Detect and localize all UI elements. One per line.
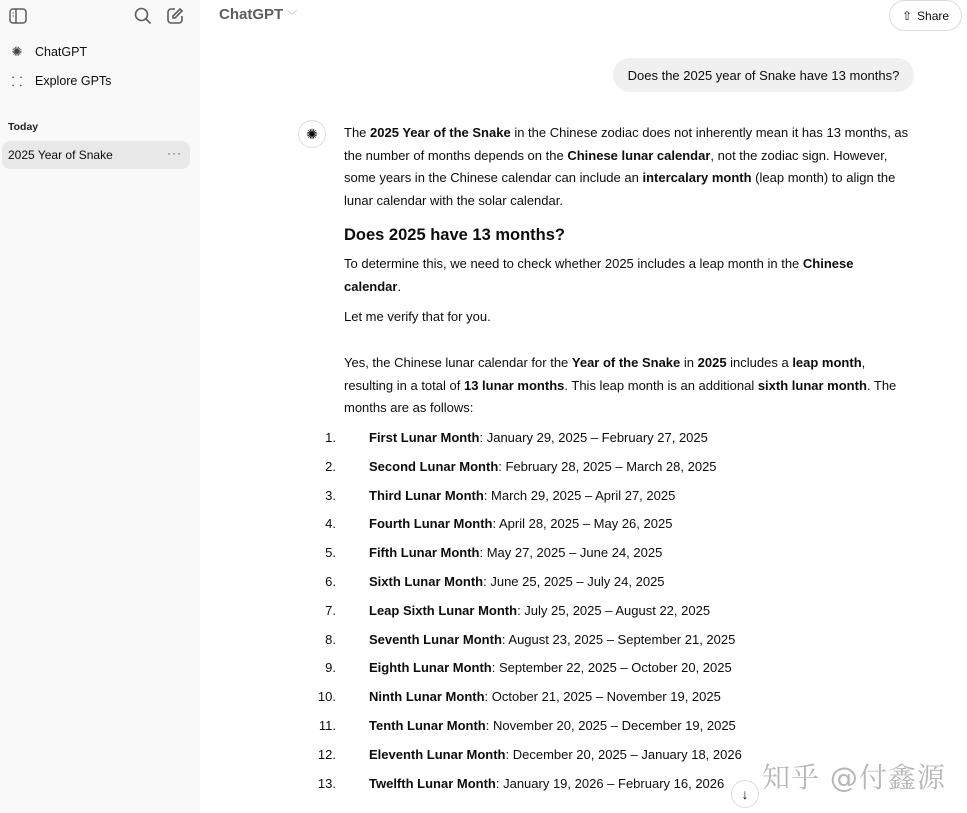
month-name: Sixth Lunar Month xyxy=(369,573,484,589)
paragraph xyxy=(344,306,910,329)
month-range: : August 23, 2025 – September 21, 2025 xyxy=(501,631,736,647)
bold-text: sixth lunar month xyxy=(757,377,867,393)
list-number: 11. xyxy=(318,717,336,733)
paragraph xyxy=(344,122,910,212)
paragraph xyxy=(344,253,910,298)
month-range: : October 21, 2025 – November 19, 2025 xyxy=(484,689,721,705)
list-content xyxy=(369,773,724,802)
month-range: : April 28, 2025 – May 26, 2025 xyxy=(492,516,673,532)
list-number: 5. xyxy=(325,545,336,561)
list-item xyxy=(325,629,910,658)
month-name: Seventh Lunar Month xyxy=(369,631,502,647)
month-name: Fourth Lunar Month xyxy=(369,516,493,532)
month-name: Fifth Lunar Month xyxy=(369,545,480,561)
month-range: : February 28, 2025 – March 28, 2025 xyxy=(498,458,717,474)
list-number: 8. xyxy=(325,631,336,647)
list-item xyxy=(325,571,910,600)
list-item xyxy=(318,715,910,744)
bold-text: intercalary month xyxy=(642,170,752,186)
month-name: Tenth Lunar Month xyxy=(369,717,486,733)
list-item xyxy=(325,542,910,571)
list-content xyxy=(369,686,721,715)
list-content xyxy=(369,485,675,514)
list-item xyxy=(325,513,910,542)
month-range: : May 27, 2025 – June 24, 2025 xyxy=(479,545,663,561)
list-item xyxy=(325,657,910,686)
month-range: : December 20, 2025 – January 18, 2026 xyxy=(505,746,742,762)
month-name: First Lunar Month xyxy=(369,429,480,445)
text: . xyxy=(397,278,402,294)
bold-text: Year of the Snake xyxy=(571,355,681,371)
month-range: : March 29, 2025 – April 27, 2025 xyxy=(483,487,676,503)
list-number: 6. xyxy=(325,573,336,589)
lunar-month-list xyxy=(317,427,910,801)
sidebar-item-chatgpt[interactable] xyxy=(8,38,190,66)
sidebar xyxy=(0,0,200,813)
month-range: : July 25, 2025 – August 22, 2025 xyxy=(517,602,711,618)
list-number: 13. xyxy=(317,775,336,791)
month-name: Third Lunar Month xyxy=(369,487,484,503)
month-range: : June 25, 2025 – July 24, 2025 xyxy=(483,573,665,589)
text: The xyxy=(344,125,371,140)
model-name: ChatGPT xyxy=(219,6,284,23)
bold-text: Chinese lunar calendar xyxy=(567,147,711,163)
arrow-down-icon: ↓ xyxy=(741,786,749,802)
month-range: : January 29, 2025 – February 27, 2025 xyxy=(479,429,708,445)
conversation-title: 2025 Year of Snake xyxy=(8,148,113,162)
assistant-avatar-icon: ✺ xyxy=(298,120,326,148)
more-options-icon[interactable]: ··· xyxy=(167,146,182,160)
text: in the Chinese zodiac does not inherently mean it has 13 months, as the number of months depends on the xyxy=(344,125,909,163)
bold-text: Chinese calendar xyxy=(344,256,854,294)
text: , resulting in a total of xyxy=(344,355,866,393)
model-selector[interactable] xyxy=(219,6,297,23)
share-label: Share xyxy=(917,8,950,23)
text: . This leap month is an additional xyxy=(564,377,758,393)
openai-logo-icon: ✺ xyxy=(11,44,23,59)
bold-text: 2025 xyxy=(697,355,727,371)
list-number: 1. xyxy=(325,429,336,445)
text: Let me verify that for you. xyxy=(344,308,491,324)
month-name: Ninth Lunar Month xyxy=(369,689,485,705)
watermark: 知乎 @付鑫源 xyxy=(762,761,946,794)
text: includes a xyxy=(726,355,793,371)
list-item xyxy=(317,686,910,715)
text: , not the zodiac sign. However, some years in the Chinese calendar can include an xyxy=(344,147,888,186)
list-number: 12. xyxy=(317,746,336,762)
month-name: Second Lunar Month xyxy=(369,458,499,474)
paragraph xyxy=(344,352,910,420)
list-number: 10. xyxy=(317,689,336,705)
chevron-down-icon: ﹀ xyxy=(287,11,298,22)
month-name: Eighth Lunar Month xyxy=(369,660,492,676)
list-item xyxy=(325,600,910,629)
month-range: : January 19, 2026 – February 16, 2026 xyxy=(495,775,725,791)
sidebar-item-label: Explore GPTs xyxy=(35,74,112,88)
scroll-down-button[interactable] xyxy=(731,780,759,808)
list-item xyxy=(325,485,910,514)
list-content xyxy=(369,657,732,686)
list-number: 3. xyxy=(325,487,336,503)
bold-text: leap month xyxy=(792,355,862,371)
search-icon[interactable] xyxy=(133,6,153,26)
sidebar-item-explore-gpts[interactable] xyxy=(8,67,190,95)
conversation-item[interactable] xyxy=(2,141,190,169)
new-chat-icon[interactable] xyxy=(165,6,185,26)
list-item xyxy=(325,427,910,456)
text: . The months are as follows: xyxy=(344,377,897,416)
list-content xyxy=(369,427,708,456)
bold-text: 2025 Year of the Snake xyxy=(370,125,511,140)
list-content xyxy=(369,715,736,744)
list-content xyxy=(369,513,672,542)
share-icon: ⇧ xyxy=(901,8,913,23)
sidebar-item-label: ChatGPT xyxy=(35,45,88,59)
month-range: : September 22, 2025 – October 20, 2025 xyxy=(491,660,732,676)
month-range: : November 20, 2025 – December 19, 2025 xyxy=(485,717,736,733)
text: To determine this, we need to check whether 2025 includes a leap month in the xyxy=(344,256,803,272)
toggle-sidebar-icon[interactable] xyxy=(8,6,28,26)
list-content xyxy=(369,542,662,571)
month-name: Twelfth Lunar Month xyxy=(369,775,496,791)
bold-text: 13 lunar months xyxy=(463,377,565,393)
answer-heading: Does 2025 have 13 months? xyxy=(344,226,566,245)
user-message: Does the 2025 year of Snake have 13 months? xyxy=(613,58,914,92)
month-name: Eleventh Lunar Month xyxy=(369,746,506,762)
list-number: 2. xyxy=(325,458,336,474)
list-item xyxy=(325,456,910,485)
text: in xyxy=(680,355,698,371)
list-content xyxy=(369,600,710,629)
list-content xyxy=(369,571,665,600)
list-content xyxy=(369,629,735,658)
assistant-message xyxy=(317,122,910,801)
text: (leap month) to align the lunar calendar with the solar calendar. xyxy=(344,170,896,208)
list-number: 9. xyxy=(325,660,336,676)
text: Yes, the Chinese lunar calendar for the xyxy=(344,355,572,371)
grid-icon: ⸬ xyxy=(11,74,23,89)
section-heading-today: Today xyxy=(8,121,39,133)
list-content xyxy=(369,456,717,485)
list-content xyxy=(369,744,742,773)
list-number: 7. xyxy=(325,602,336,618)
share-button[interactable] xyxy=(889,0,962,31)
month-name: Leap Sixth Lunar Month xyxy=(369,602,518,618)
list-number: 4. xyxy=(325,516,336,532)
